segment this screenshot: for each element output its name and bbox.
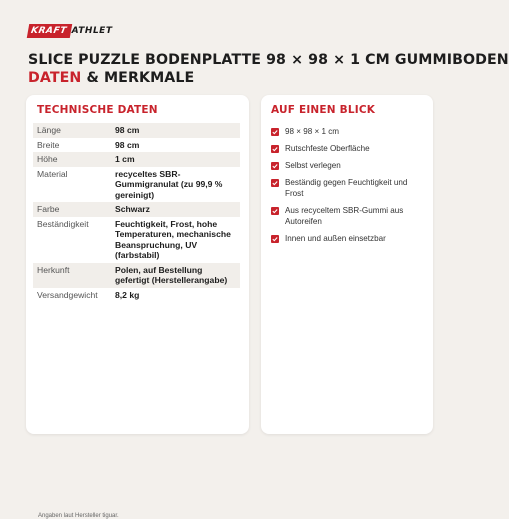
checkbox-checked-icon bbox=[271, 128, 279, 136]
checkbox-checked-icon bbox=[271, 179, 279, 187]
list-item bbox=[271, 205, 427, 227]
spec-label: Farbe bbox=[37, 204, 60, 214]
spec-row-material bbox=[33, 167, 240, 203]
title-line2 bbox=[28, 69, 448, 87]
spec-label: Beständigkeit bbox=[37, 218, 89, 229]
spec-value: 8,2 kg bbox=[115, 289, 140, 300]
feature-text: Aus recyceltem SBR-Gummi aus Autoreifen bbox=[285, 206, 404, 226]
spec-row-shipping-weight bbox=[33, 288, 240, 303]
spec-value: 1 cm bbox=[115, 154, 135, 164]
spec-value: 98 cm bbox=[115, 125, 140, 135]
list-item bbox=[271, 177, 427, 199]
spec-label: Höhe bbox=[37, 154, 58, 164]
spec-value: recyceltes SBR-Gummigranulat (zu 99,9 % gereinigt) bbox=[115, 168, 223, 200]
technical-data-card bbox=[26, 95, 249, 519]
list-item bbox=[271, 233, 427, 244]
spec-value: 98 cm bbox=[115, 139, 140, 150]
list-item bbox=[271, 126, 427, 137]
spec-label: Breite bbox=[37, 139, 60, 150]
spec-label: Länge bbox=[37, 125, 61, 135]
spec-label: Herkunft bbox=[37, 264, 70, 275]
spec-table bbox=[33, 123, 240, 302]
spec-label: Material bbox=[37, 168, 68, 179]
feature-text: 98 × 98 × 1 cm bbox=[285, 127, 339, 136]
checkbox-checked-icon bbox=[271, 145, 279, 153]
logo-athlet: ATHLET bbox=[71, 26, 113, 36]
feature-text: Selbst verlegen bbox=[285, 161, 341, 170]
checkbox-checked-icon bbox=[271, 162, 279, 170]
feature-list bbox=[271, 126, 427, 250]
list-item bbox=[271, 143, 427, 154]
spec-label: Versandgewicht bbox=[37, 289, 98, 300]
technical-data-heading: TECHNISCHE DATEN bbox=[37, 104, 158, 116]
title-line2-rest: & MERKMALE bbox=[81, 70, 195, 86]
list-item bbox=[271, 160, 427, 171]
checkbox-checked-icon bbox=[271, 235, 279, 243]
spec-row-length bbox=[33, 123, 240, 138]
spec-row-resistance bbox=[33, 217, 240, 263]
spec-row-color bbox=[33, 202, 240, 217]
footnote: Angaben laut Hersteller tiguar. bbox=[38, 513, 119, 519]
title-line1: SLICE PUZZLE BODENPLATTE 98 × 98 × 1 CM GUMMIBODEN bbox=[28, 52, 509, 68]
page-title bbox=[28, 51, 509, 87]
feature-text: Innen und außen einsetzbar bbox=[285, 234, 386, 243]
spec-value: Polen, auf Bestellung gefertigt (Herstellerangabe) bbox=[115, 264, 228, 285]
at-a-glance-heading: AUF EINEN BLICK bbox=[271, 104, 376, 116]
spec-row-origin bbox=[33, 263, 240, 288]
logo-kraft: KRAFT bbox=[27, 24, 72, 38]
feature-text: Beständig gegen Feuchtigkeit und Frost bbox=[285, 178, 408, 198]
brand-logo bbox=[28, 24, 112, 38]
spec-value: Schwarz bbox=[115, 204, 150, 214]
spec-value: Feuchtigkeit, Frost, hohe Temperaturen, mechanische Beanspruchung, UV (farbstabil) bbox=[115, 218, 231, 260]
spec-row-width bbox=[33, 138, 240, 153]
feature-text: Rutschfeste Oberfläche bbox=[285, 144, 370, 153]
spec-row-height bbox=[33, 152, 240, 167]
checkbox-checked-icon bbox=[271, 207, 279, 215]
title-accent: DATEN bbox=[28, 70, 82, 86]
at-a-glance-card bbox=[261, 95, 433, 434]
